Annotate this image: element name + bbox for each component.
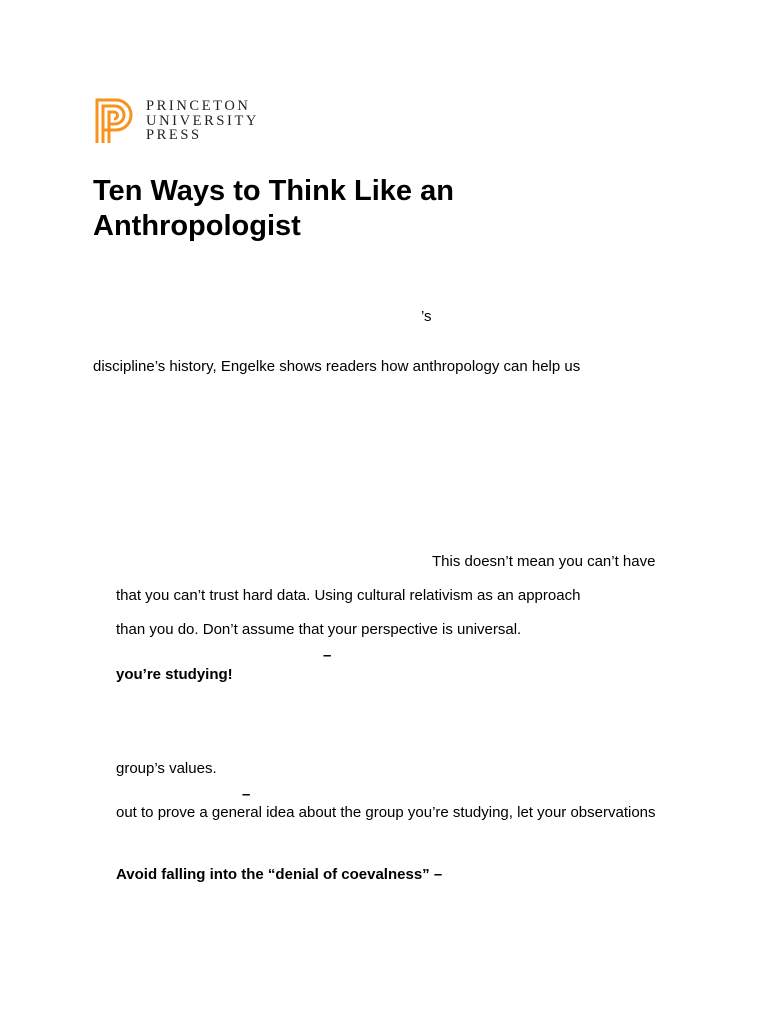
text-line-perspective: than you do. Don’t assume that your perspective is universal.	[116, 621, 522, 638]
publisher-name-line-3: PRESS	[146, 127, 202, 143]
text-dash-2: –	[242, 786, 251, 803]
text-dash-1: –	[323, 647, 332, 664]
publisher-name-line-2: UNIVERSITY	[146, 112, 259, 129]
text-line-denial-of-coevalness: Avoid falling into the “denial of coevalness” –	[116, 866, 443, 883]
document-title: Ten Ways to Think Like an Anthropologist	[93, 175, 454, 242]
text-fragment-possessive: ’s	[421, 308, 432, 325]
text-line-group-values: group’s values.	[116, 760, 217, 777]
publisher-name-line-1: PRINCETON	[146, 98, 251, 114]
text-line-general-idea: out to prove a general idea about the group you’re studying, let your observations	[116, 804, 656, 821]
text-line-discipline-history: discipline’s history, Engelke shows readers how anthropology can help us	[93, 358, 581, 375]
text-line-hard-data: that you can’t trust hard data. Using cultural relativism as an approach	[116, 587, 581, 604]
text-line-doesnt-mean: This doesn’t mean you can’t have	[432, 553, 656, 570]
publisher-name	[146, 99, 259, 143]
text-line-youre-studying: you’re studying!	[116, 666, 233, 683]
publisher-logo	[94, 98, 274, 146]
princeton-p-logo-mark	[94, 98, 138, 144]
